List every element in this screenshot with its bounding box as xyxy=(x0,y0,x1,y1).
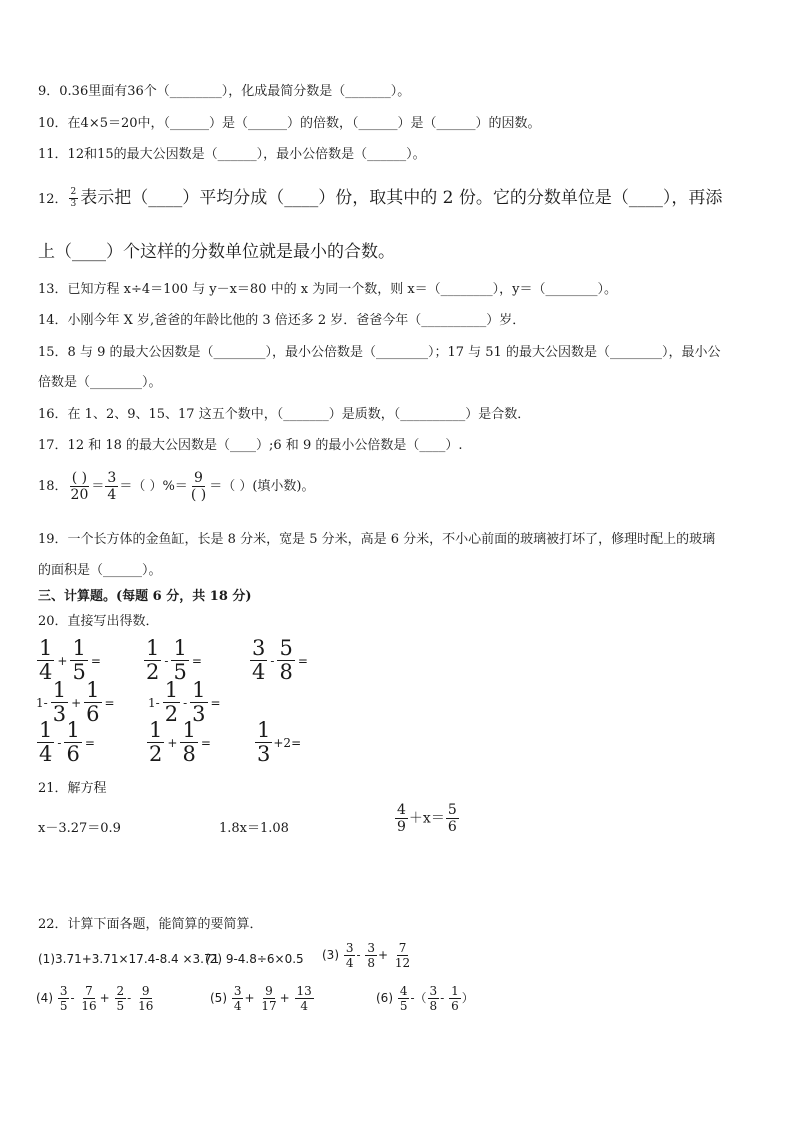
question-9: 9．0.36里面有36个（________），化成最简分数是（_______）。 xyxy=(38,84,411,99)
fraction: $\frac{( )}{20}$ xyxy=(70,470,89,503)
question-18: 18． $\frac{( )}{20}$ ＝ $\frac{3}{4}$ ＝（ ）%＝ $\frac{9}{( )}$ ＝（ ）(填小数)。 xyxy=(38,470,315,503)
question-12-line-2: 上（____）个这样的分数单位就是最小的合数。 xyxy=(38,242,395,262)
q20-expr-4: 1- $\frac{1}{3}$ + $\frac{1}{6}$ = xyxy=(36,678,115,726)
question-13: 13．已知方程 x÷4＝100 与 y－x＝80 中的 x 为同一个数，则 x＝（________），y＝（________）。 xyxy=(38,282,618,297)
fraction: $\frac{4}{9}$ xyxy=(397,802,406,835)
q20-expr-6: $\frac{1}{4}$ - $\frac{1}{6}$ = xyxy=(39,718,95,766)
question-22-title: 22．计算下面各题，能简算的要简算． xyxy=(38,917,263,932)
fraction: $\frac{1}{5}$ xyxy=(173,636,187,684)
fraction: $\frac{3}{4}$ xyxy=(233,984,242,1013)
fraction: $\frac{13}{4}$ xyxy=(296,984,312,1013)
q21-equation-2: 1.8x＝1.08 xyxy=(219,821,289,836)
fraction: $\frac{2}{5}$ xyxy=(116,984,125,1013)
q21-equation-1: x－3.27＝0.9 xyxy=(38,821,121,836)
fraction: $\frac{1}{3}$ xyxy=(192,678,206,726)
question-10: 10．在4×5＝20中，（______）是（______）的倍数，（______）是（______）的因数。 xyxy=(38,116,541,131)
fraction: $\frac{1}{5}$ xyxy=(72,636,86,684)
fraction: $\frac{3}{8}$ xyxy=(367,941,375,970)
question-17: 17．12 和 18 的最大公因数是（____）;6 和 9 的最小公倍数是（____）. xyxy=(38,438,463,453)
question-12-number: 12． xyxy=(38,192,68,207)
q22-part-5: (5) $\frac{3}{4}$ + $\frac{9}{17}$ + $\frac{13}{4}$ xyxy=(210,984,312,1013)
question-19-line-1: 19．一个长方体的金鱼缸，长是 8 分米，宽是 5 分米，高是 6 分米，不小心前面的玻璃被打坏了，修理时配上的玻璃 xyxy=(38,532,716,547)
question-15-line-1: 15．8 与 9 的最大公因数是（________），最小公倍数是（________）；17 与 51 的最大公因数是（________），最小公 xyxy=(38,345,721,360)
fraction: $\frac{1}{4}$ xyxy=(39,636,53,684)
q22-part-2: (2) 9-4.8÷6×0.5 xyxy=(205,952,304,966)
q22-part-1: (1)3.71+3.71×17.4-8.4 ×3.71 xyxy=(38,952,220,966)
fraction: $\frac{9}{16}$ xyxy=(138,984,154,1013)
q20-expr-2: $\frac{1}{2}$ - $\frac{1}{5}$ = xyxy=(146,636,202,684)
q20-expr-1: $\frac{1}{4}$ + $\frac{1}{5}$ = xyxy=(39,636,101,684)
q20-expr-7: $\frac{1}{2}$ + $\frac{1}{8}$ = xyxy=(149,718,211,766)
fraction: $\frac{1}{6}$ xyxy=(86,678,100,726)
fraction: $\frac{1}{2}$ xyxy=(149,718,163,766)
fraction: $\frac{5}{6}$ xyxy=(447,802,457,835)
fraction: $\frac{1}{8}$ xyxy=(182,718,196,766)
fraction: $\frac{1}{2}$ xyxy=(146,636,160,684)
fraction: $\frac{5}{8}$ xyxy=(279,636,293,684)
q22-part-3: (3) $\frac{3}{4}$ - $\frac{3}{8}$ + $\frac{7}{12}$ xyxy=(322,941,411,970)
fraction: $\frac{7}{12}$ xyxy=(394,941,411,970)
q20-expr-5: 1- $\frac{1}{2}$ - $\frac{1}{3}$ = xyxy=(148,678,221,726)
q22-part-6: (6) $\frac{4}{5}$ -（ $\frac{3}{8}$ - $\frac{1}{6}$ ） xyxy=(376,984,474,1013)
fraction: $\frac{4}{5}$ xyxy=(399,984,408,1013)
question-16: 16．在 1、2、9、15、17 这五个数中，（_______）是质数，（__________）是合数． xyxy=(38,407,531,422)
q21-equation-3: $\frac{4}{9}$ ＋x＝ $\frac{5}{6}$ xyxy=(397,802,457,835)
fraction: $\frac{2}{3}$ xyxy=(70,187,77,209)
fraction: $\frac{9}{( )}$ xyxy=(190,470,207,503)
question-14: 14．小刚今年 X 岁,爸爸的年龄比他的 3 倍还多 2 岁．爸爸今年（__________）岁． xyxy=(38,313,526,328)
fraction: $\frac{1}{4}$ xyxy=(39,718,53,766)
question-19-line-2: 的面积是（______）。 xyxy=(38,563,162,578)
fraction: $\frac{1}{3}$ xyxy=(257,718,271,766)
fraction: $\frac{1}{6}$ xyxy=(66,718,80,766)
question-12-text: 表示把（____）平均分成（____）份，取其中的 2 份。它的分数单位是（____），再添 xyxy=(80,188,723,208)
fraction: $\frac{3}{5}$ xyxy=(59,984,68,1013)
fraction: $\frac{1}{2}$ xyxy=(164,678,179,726)
question-21-title: 21．解方程 xyxy=(38,781,107,796)
section-3-heading: 三、计算题。(每题 6 分，共 18 分) xyxy=(38,589,252,604)
question-20-title: 20．直接写出得数． xyxy=(38,614,159,629)
fraction: $\frac{7}{16}$ xyxy=(81,984,97,1013)
fraction: $\frac{1}{6}$ xyxy=(451,984,459,1013)
q20-expr-3: $\frac{3}{4}$ - $\frac{5}{8}$ = xyxy=(252,636,308,684)
fraction: $\frac{9}{17}$ xyxy=(261,984,277,1013)
fraction: $\frac{3}{4}$ xyxy=(252,636,266,684)
q20-expr-8: $\frac{1}{3}$ +2= xyxy=(257,718,302,766)
fraction: $\frac{3}{4}$ xyxy=(107,470,117,503)
fraction: $\frac{3}{8}$ xyxy=(429,984,438,1013)
q22-part-4: (4) $\frac{3}{5}$ - $\frac{7}{16}$ + $\frac{2}{5}$ - $\frac{9}{16}$ xyxy=(36,984,154,1013)
question-12-line-1 xyxy=(38,187,722,211)
question-15-line-2: 倍数是（________）。 xyxy=(38,375,162,390)
question-11: 11．12和15的最大公因数是（______），最小公倍数是（______）。 xyxy=(38,147,426,162)
fraction: $\frac{1}{3}$ xyxy=(52,678,67,726)
fraction: $\frac{3}{4}$ xyxy=(345,941,354,970)
